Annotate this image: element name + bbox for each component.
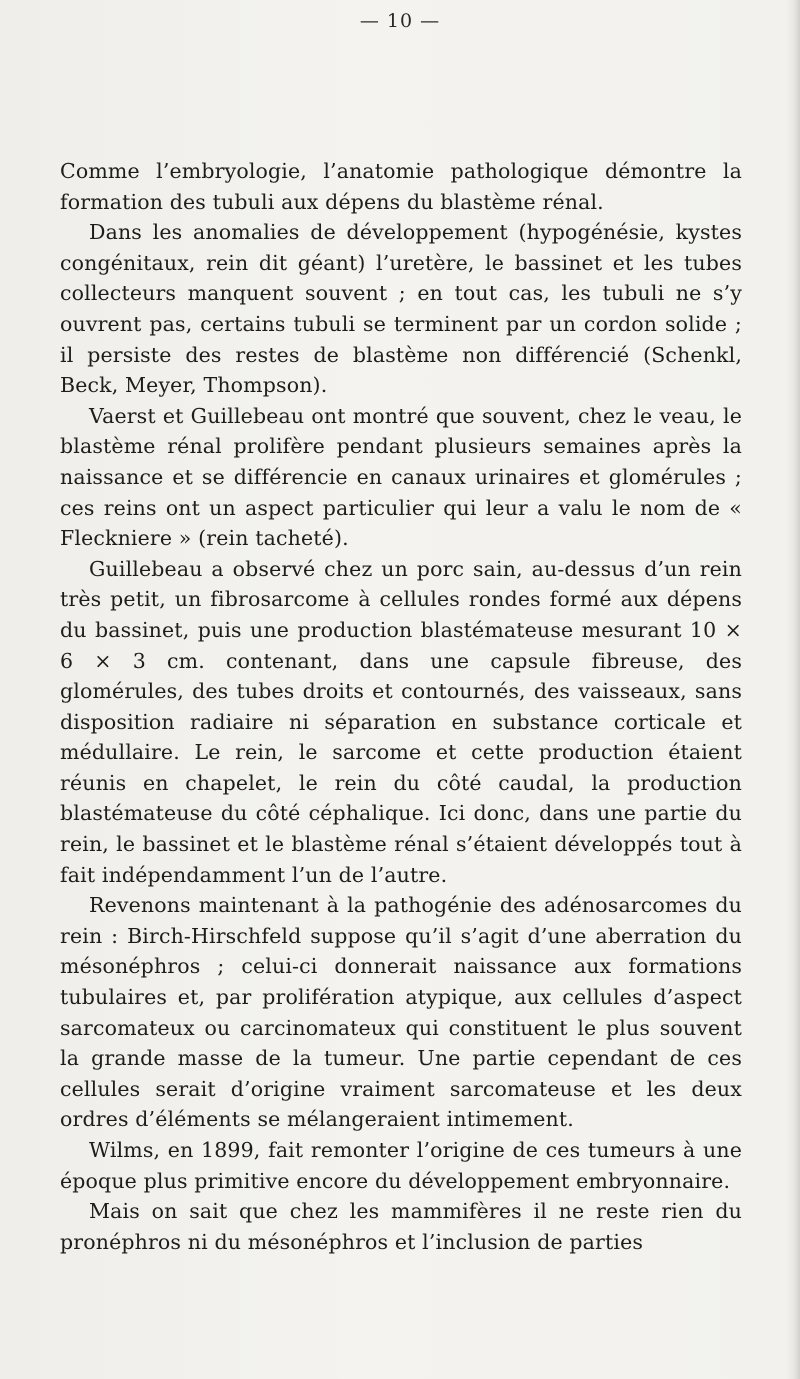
- page-edge-shadow: [786, 0, 800, 1379]
- paragraph-embryologie: Comme l’embryologie, l’anatomie pathologique démontre la formation des tubuli aux dépens du blastème rénal.: [60, 159, 742, 214]
- body-text: [60, 156, 742, 1257]
- paragraph-pathogenie: Revenons maintenant à la pathogénie des adénosarcomes du rein : Birch-Hirschfeld suppose qu’il s’agit d’une aberration du mésonéphros ; celui-ci donnerait naissance aux formations tubulaires et, par prolifération atypique, aux cellules d’aspect sarcomateux ou carcinomateux qui constituent le plus souvent la grande masse de la tumeur. Une partie cependant de ces cellules serait d’origine vraiment sarcomateuse et les deux ordres d’éléments se mélangeraient intimement.: [60, 893, 742, 1132]
- paragraph-vaerst-guillebeau: Vaerst et Guillebeau ont montré que souvent, chez le veau, le blastème rénal prolifère pendant plusieurs semaines après la naissance et se différencie en canaux urinaires et glomérules ; ces reins ont un aspect particulier qui leur a valu le nom de « Fleckniere » (rein tacheté).: [60, 403, 742, 551]
- paragraph-guillebeau-porc: Guillebeau a observé chez un porc sain, au-dessus d’un rein très petit, un fibrosarcome à cellules rondes formé aux dépens du bassinet, puis une production blastémateuse mesurant 10 × 6 × 3 cm. contenant, dans une capsule fibreuse, des glomérules, des tubes droits et contournés, des vaisseaux, sans disposition radiaire ni séparation en substance corticale et médullaire. Le rein, le sarcome et cette production étaient réunis en chapelet, le rein du côté caudal, la production blastémateuse du côté céphalique. Ici donc, dans une partie du rein, le bassinet et le blastème rénal s’étaient développés tout à fait indépendamment l’un de l’autre.: [60, 556, 742, 887]
- paragraph-wilms: Wilms, en 1899, fait remonter l’origine de ces tumeurs à une époque plus primitive encore du développement embryonnaire.: [60, 1138, 742, 1193]
- paragraph-mammiferes: Mais on sait que chez les mammifères il ne reste rien du pronéphros ni du mésonéphros et l’inclusion de parties: [60, 1199, 742, 1254]
- page-number: — 10 —: [359, 10, 441, 32]
- paragraph-anomalies: Dans les anomalies de développement (hypogénésie, kystes congénitaux, rein dit géant) l’uretère, le bassinet et les tubes collecteurs manquent souvent ; en tout cas, les tubuli ne s’y ouvrent pas, certains tubuli se terminent par un cordon solide ; il persiste des restes de blastème non différencié (Schenkl, Beck, Meyer, Thompson).: [60, 220, 742, 398]
